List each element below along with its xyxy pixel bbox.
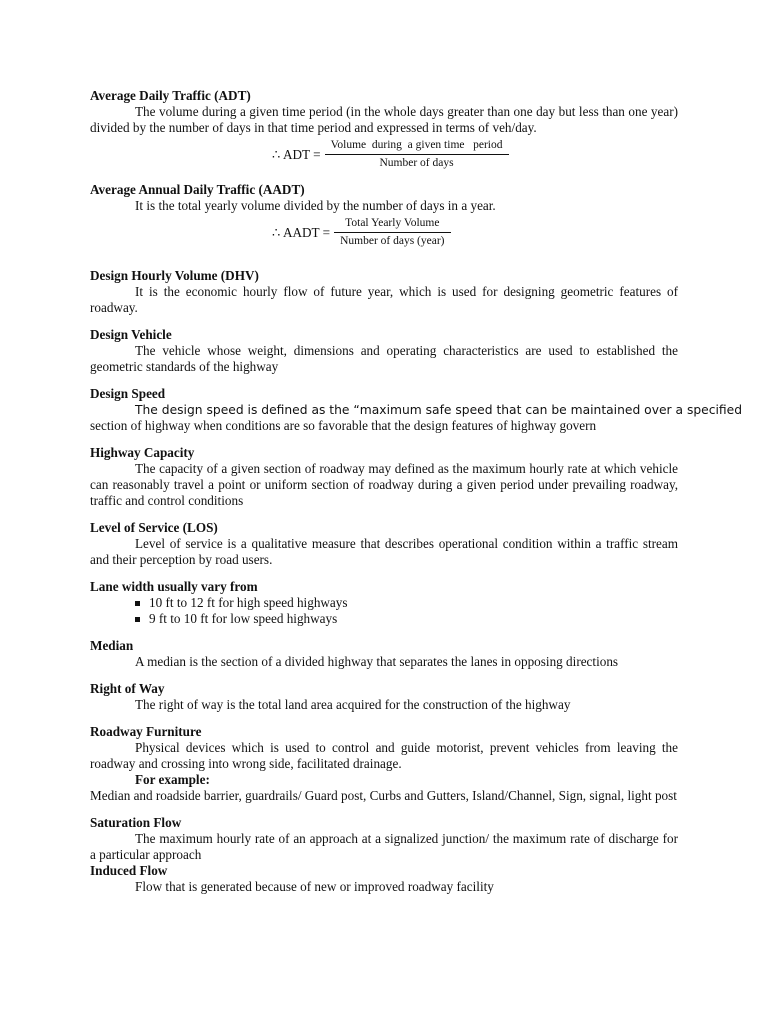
section-lane-width [90, 579, 678, 627]
text-roadway-furniture: Physical devices which is used to control and guide motorist, prevent vehicles from leaving the roadway and crossing into wrong side, facilitated drainage. [90, 740, 678, 771]
text-right-of-way: The right of way is the total land area acquired for the construction of the highway [135, 697, 571, 712]
text-saturation-flow: The maximum hourly rate of an approach at a signalized junction/ the maximum rate of discharge for a particular approach [90, 831, 678, 862]
document-page [90, 88, 743, 895]
equation-adt-lhs: ∴ ADT = [272, 146, 321, 162]
text-median: A median is the section of a divided highway that separates the lanes in opposing directions [135, 654, 619, 669]
text-adt: The volume during a given time period (in the whole days greater than one day but less than one year) divided by the number of days in that time period and expressed in terms of veh/day. [90, 104, 678, 135]
heading-highway-capacity: Highway Capacity [90, 445, 195, 460]
section-induced-flow [90, 863, 678, 895]
text-design-vehicle: The vehicle whose weight, dimensions and operating characteristics are used to established the geometric standards of the highway [90, 343, 678, 374]
heading-saturation-flow: Saturation Flow [90, 815, 182, 830]
section-median [90, 638, 678, 670]
heading-roadway-furniture: Roadway Furniture [90, 724, 202, 739]
heading-lane-width: Lane width usually vary from [90, 579, 258, 594]
lane-width-list [90, 595, 678, 627]
section-los [90, 520, 678, 568]
heading-design-speed: Design Speed [90, 386, 166, 401]
section-design-vehicle [90, 327, 678, 375]
fraction-aadt-denominator: Number of days (year) [340, 235, 445, 247]
section-highway-capacity [90, 445, 678, 509]
list-item: 9 ft to 10 ft for low speed highways [135, 611, 678, 627]
equation-aadt-lhs: ∴ AADT = [272, 224, 331, 240]
example-label: For example: [135, 772, 210, 787]
heading-adt: Average Daily Traffic (ADT) [90, 88, 251, 103]
equation-adt [90, 139, 678, 170]
fraction-aadt [334, 217, 450, 248]
equation-aadt [90, 217, 678, 248]
section-aadt [90, 182, 678, 248]
text-design-speed-line2: section of highway when conditions are so favorable that the design features of highway govern [90, 418, 597, 433]
text-design-speed-line1: The design speed is defined as the “maximum safe speed that can be maintained over a specified [135, 403, 743, 417]
text-roadway-furniture-examples: Median and roadside barrier, guardrails/ Guard post, Curbs and Gutters, Island/Channel, Sign, signal, light post [90, 788, 677, 803]
text-los: Level of service is a qualitative measure that describes operational condition within a traffic stream and their perception by road users. [90, 536, 678, 567]
list-item: 10 ft to 12 ft for high speed highways [135, 595, 678, 611]
heading-dhv: Design Hourly Volume (DHV) [90, 268, 259, 283]
section-design-speed [90, 386, 743, 434]
section-dhv [90, 268, 678, 316]
fraction-aadt-numerator: Total Yearly Volume [345, 217, 440, 229]
section-right-of-way [90, 681, 678, 713]
fraction-adt-numerator: Volume during a given time period [330, 139, 503, 151]
text-highway-capacity: The capacity of a given section of roadway may defined as the maximum hourly rate at which vehicle can reasonably travel a point or uniform section of roadway during a given period under prevailing roadway, traffic and control conditions [90, 461, 678, 508]
fraction-adt-denominator: Number of days [379, 157, 454, 169]
section-roadway-furniture [90, 724, 678, 804]
text-induced-flow: Flow that is generated because of new or improved roadway facility [135, 879, 494, 894]
heading-median: Median [90, 638, 134, 653]
heading-los: Level of Service (LOS) [90, 520, 218, 535]
text-dhv: It is the economic hourly flow of future year, which is used for designing geometric features of roadway. [90, 284, 678, 315]
heading-right-of-way: Right of Way [90, 681, 165, 696]
heading-induced-flow: Induced Flow [90, 863, 168, 878]
text-aadt: It is the total yearly volume divided by the number of days in a year. [135, 198, 496, 213]
heading-design-vehicle: Design Vehicle [90, 327, 172, 342]
fraction-adt [325, 139, 509, 170]
heading-aadt: Average Annual Daily Traffic (AADT) [90, 182, 305, 197]
section-saturation-flow [90, 815, 678, 863]
section-adt [90, 88, 678, 170]
